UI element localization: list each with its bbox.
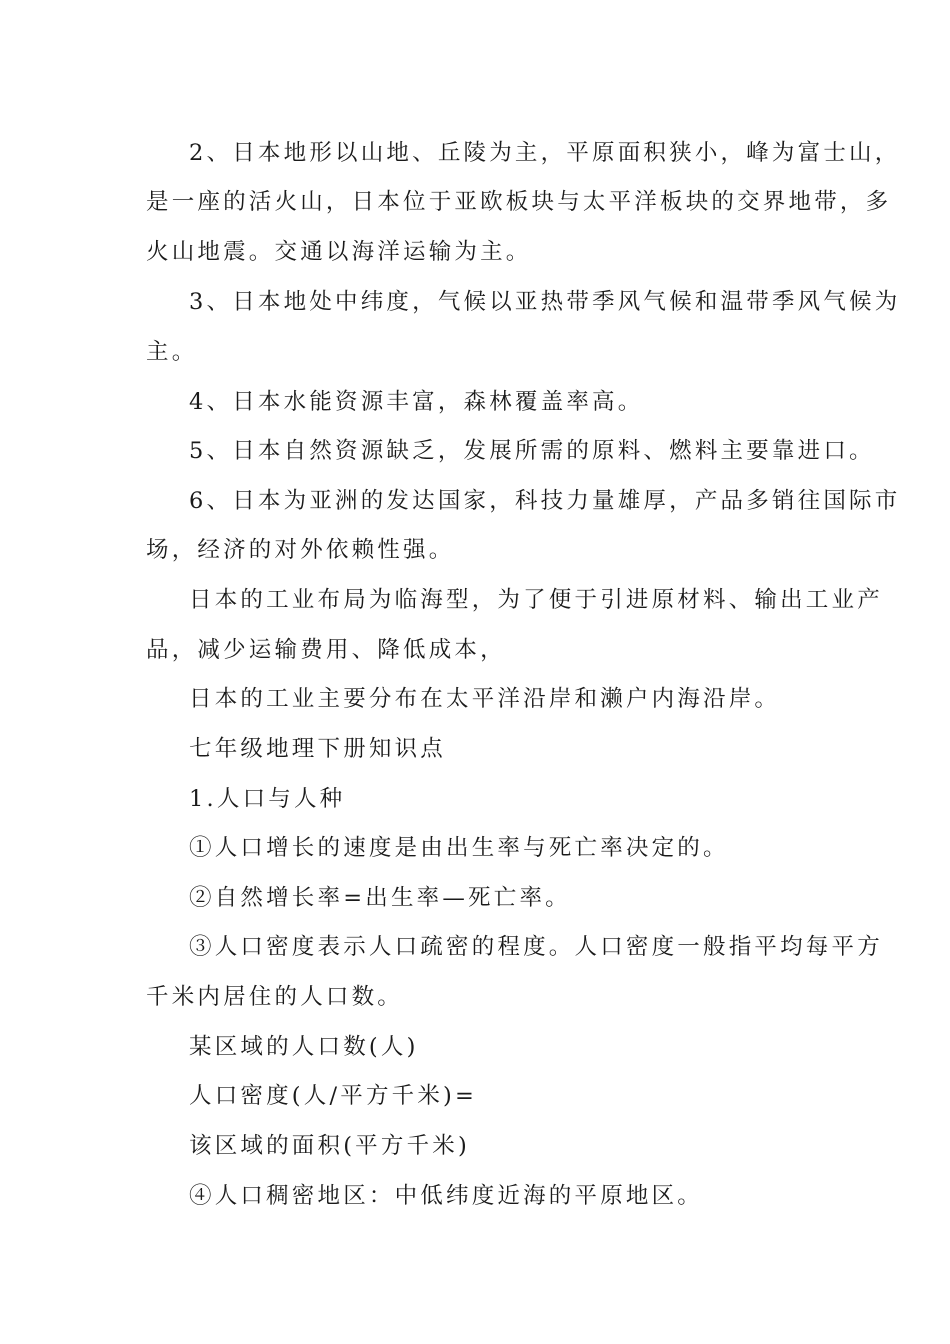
list-item-growth-rate: ①人口增长的速度是由出生率与死亡率决定的。 bbox=[189, 835, 729, 861]
formula-label: 人口密度(人/平方千米)= bbox=[189, 1083, 478, 1109]
paragraph-industry-layout-line-1: 日本的工业布局为临海型，为了便于引进原材料、输出工业产 bbox=[189, 587, 883, 613]
formula-denominator: 该区域的面积(平方千米) bbox=[189, 1133, 470, 1159]
paragraph-japan-climate-line-1: 3、日本地处中纬度，气候以亚热带季风气候和温带季风气候为 bbox=[189, 289, 901, 315]
paragraph-japan-climate-line-2: 主。 bbox=[146, 339, 198, 365]
list-item-density-line-1: ③人口密度表示人口疏密的程度。人口密度一般指平均每平方 bbox=[189, 934, 883, 960]
formula-numerator: 某区域的人口数(人) bbox=[189, 1034, 419, 1060]
list-item-natural-growth: ②自然增长率=出生率—死亡率。 bbox=[189, 885, 571, 911]
paragraph-japan-terrain-line-2: 是一座的活火山，日本位于亚欧板块与太平洋板块的交界地带，多 bbox=[146, 189, 892, 215]
paragraph-japan-terrain-line-1: 2、日本地形以山地、丘陵为主，平原面积狭小，峰为富士山， bbox=[189, 140, 901, 166]
paragraph-industry-layout-line-2: 品，减少运输费用、降低成本， bbox=[146, 637, 506, 663]
section-heading-grade7-geography: 七年级地理下册知识点 bbox=[189, 736, 447, 762]
paragraph-japan-hydropower: 4、日本水能资源丰富，森林覆盖率高。 bbox=[189, 389, 644, 415]
paragraph-japan-economy-line-2: 场，经济的对外依赖性强。 bbox=[146, 537, 455, 563]
paragraph-japan-terrain-line-3: 火山地震。交通以海洋运输为主。 bbox=[146, 239, 532, 265]
list-item-dense-regions: ④人口稠密地区：中低纬度近海的平原地区。 bbox=[189, 1183, 704, 1209]
paragraph-industry-distribution: 日本的工业主要分布在太平洋沿岸和濑户内海沿岸。 bbox=[189, 686, 781, 712]
subheading-population-race: 1.人口与人种 bbox=[189, 786, 346, 812]
paragraph-japan-economy-line-1: 6、日本为亚洲的发达国家，科技力量雄厚，产品多销往国际市 bbox=[189, 488, 901, 514]
paragraph-japan-resources: 5、日本自然资源缺乏，发展所需的原料、燃料主要靠进口。 bbox=[189, 438, 875, 464]
list-item-density-line-2: 千米内居住的人口数。 bbox=[146, 984, 404, 1010]
